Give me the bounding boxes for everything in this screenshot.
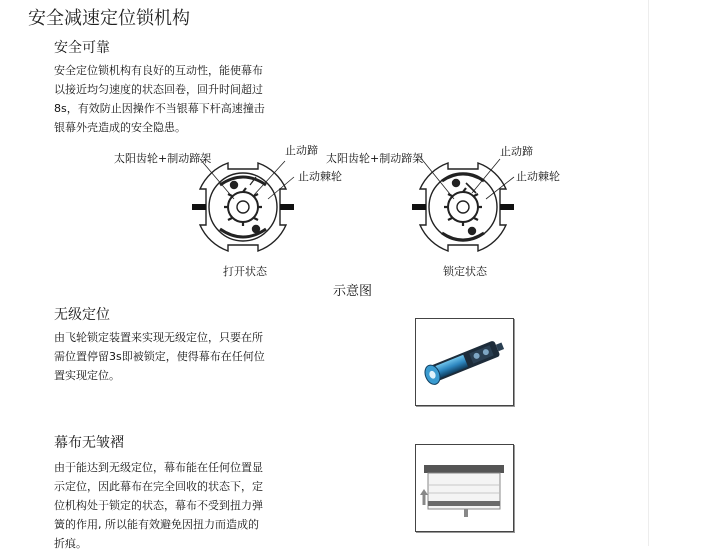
- mechanism-open-diagram: [190, 155, 296, 259]
- section-text-safety: [54, 61, 265, 137]
- text-line: 8s，有效防止因操作不当银幕下杆高速撞击: [54, 102, 265, 115]
- text-line: 位机构处于锁定的状态，幕布不受到扭力弹: [54, 499, 263, 512]
- up-arrow-icon: [420, 489, 428, 495]
- text-line: 银幕外壳造成的安全隐患。: [54, 121, 186, 134]
- page-title: 安全减速定位锁机构: [28, 8, 190, 29]
- section-heading-safety: 安全可靠: [54, 40, 110, 56]
- section-text-stepless: [54, 328, 265, 385]
- text-line: 由于能达到无级定位，幕布能在任何位置显: [54, 461, 263, 474]
- label-brake-shoe-open: 止动蹄: [285, 144, 318, 157]
- text-line: 置实现定位。: [54, 369, 120, 382]
- text-line: 由飞轮锁定装置来实现无级定位，只要在所: [54, 331, 263, 344]
- text-line: 以接近均匀速度的状态回卷，回升时间超过: [54, 83, 263, 96]
- text-line: 簧的作用, 所以能有效避免因扭力而造成的: [54, 518, 259, 531]
- label-brake-shoe-locked: 止动蹄: [500, 145, 533, 158]
- text-line: 安全定位锁机构有良好的互动性，能使幕布: [54, 64, 263, 77]
- shaft-left: [412, 204, 426, 210]
- diagram-caption: 示意图: [333, 284, 373, 299]
- mechanism-locked-diagram: [410, 155, 516, 259]
- text-line: 需位置停留3s即被锁定，使得幕布在任何位: [54, 350, 265, 363]
- label-ratchet-locked: 止动棘轮: [516, 170, 560, 183]
- label-ratchet-open: 止动棘轮: [298, 170, 342, 183]
- tube-motor-image: [415, 318, 514, 406]
- section-heading-stepless: 无级定位: [54, 307, 110, 323]
- text-line: 折痕。: [54, 537, 87, 550]
- caption-open-state: 打开状态: [223, 265, 267, 278]
- caption-locked-state: 锁定状态: [443, 265, 487, 278]
- shaft-left: [192, 204, 206, 210]
- label-sun-gear-locked: 太阳齿轮+制动蹄架: [326, 152, 424, 165]
- page-right-divider: [648, 0, 649, 546]
- shaft-right: [280, 204, 294, 210]
- screen-retract-image: [415, 444, 514, 532]
- section-heading-no-wrinkle: 幕布无皱褶: [54, 435, 124, 451]
- shaft-right: [500, 204, 514, 210]
- text-line: 示定位，因此幕布在完全回收的状态下，定: [54, 480, 263, 493]
- label-sun-gear-open: 太阳齿轮+制动蹄架: [114, 152, 212, 165]
- section-text-no-wrinkle: [54, 458, 263, 553]
